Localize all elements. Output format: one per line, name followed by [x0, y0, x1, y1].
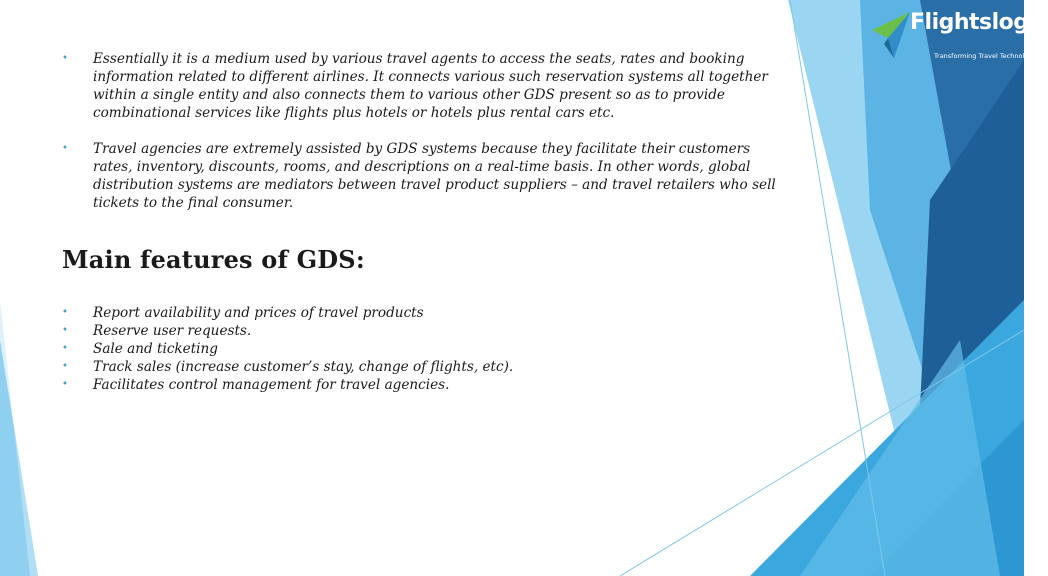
intro-bullet-text: Essentially it is a medium used by various travel agents to access the seats, rates and booking information related to different airlines. It connects various such reservation systems all together within a single entity and also connects them to various other GDS present so as to provide combinational services like flights plus hotels or hotels plus rental cars etc.: [93, 51, 768, 121]
intro-bullet-text: Travel agencies are extremely assisted by GDS systems because they facilitate their customers rates, inventory, discounts, rooms, and descriptions on a real-time basis. In other words, global distribution systems are mediators between travel product suppliers – and travel retailers who sell tickets to the final consumer.: [93, 141, 776, 211]
feature-text: Sale and ticketing: [93, 341, 218, 357]
logo-tagline: Transforming Travel Technology: [934, 52, 1037, 60]
feature-item: [62, 358, 777, 376]
slide-content: [62, 50, 777, 394]
logo-wordmark: Flightslogic: [910, 10, 1048, 35]
bullet-icon: •: [62, 307, 68, 318]
bullet-icon: •: [62, 379, 68, 390]
paper-plane-icon: [870, 8, 912, 60]
bullet-icon: •: [62, 325, 68, 336]
feature-item: [62, 322, 777, 340]
feature-text: Reserve user requests.: [93, 323, 252, 339]
bullet-icon: •: [62, 361, 68, 372]
bullet-icon: •: [62, 143, 68, 154]
intro-bullet-item: [62, 50, 777, 122]
bullet-icon: •: [62, 343, 68, 354]
feature-text: Track sales (increase customer’s stay, change of flights, etc).: [93, 359, 514, 375]
bullet-icon: •: [62, 53, 68, 64]
feature-text: Facilitates control management for travel agencies.: [93, 377, 450, 393]
feature-item: [62, 304, 777, 322]
feature-bullet-list: [62, 304, 777, 394]
feature-text: Report availability and prices of travel products: [93, 305, 424, 321]
feature-item: [62, 376, 777, 394]
intro-bullet-list: [62, 50, 777, 212]
flightslogic-logo: [870, 6, 1048, 66]
section-heading: Main features of GDS:: [62, 245, 365, 274]
feature-item: [62, 340, 777, 358]
intro-bullet-item: [62, 140, 777, 212]
